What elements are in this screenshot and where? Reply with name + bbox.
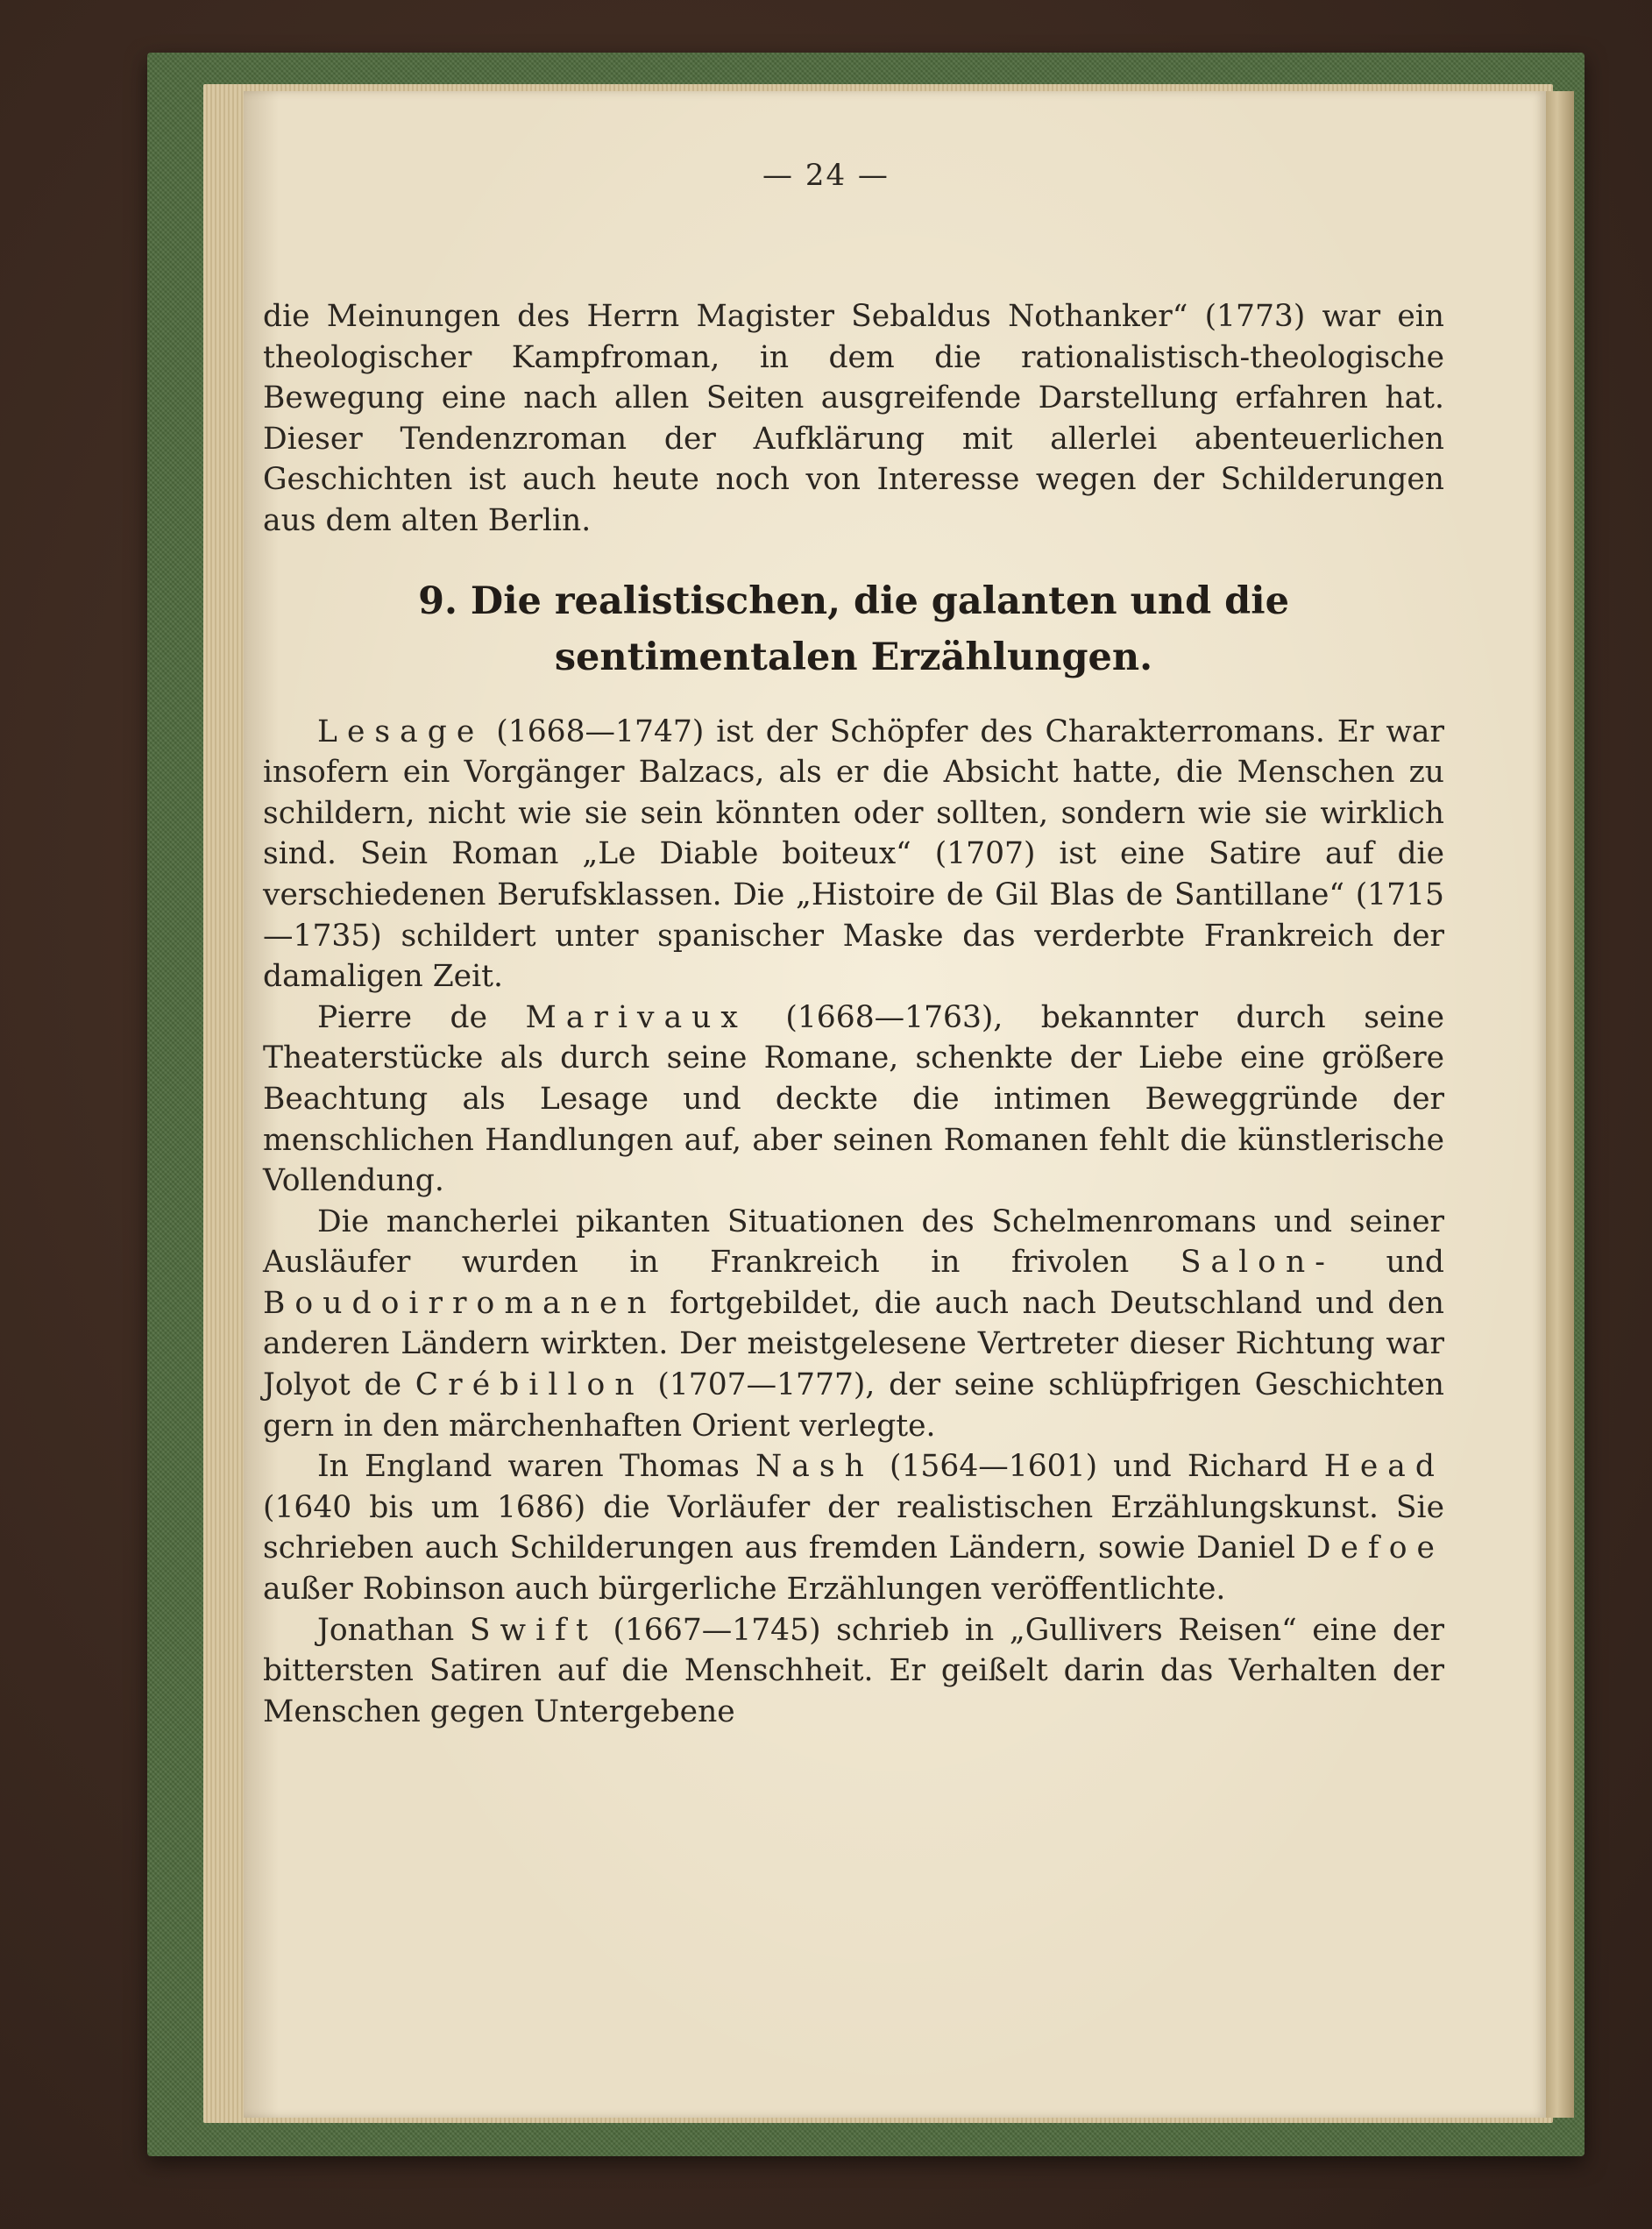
spaced-name-marivaux: Marivaux: [525, 999, 748, 1035]
paragraph-salon: [263, 1202, 1444, 1447]
paragraph-lesage-text: (1668—1747) ist der Schöpfer des Charakterromans. Er war insofern ein Vorgänger Balzacs, als er die Absicht hatte, die Menschen zu schildern, nicht wie sie sein könnten oder sollten, sondern wie sie wirklich sind. Sein Roman „Le Diable boiteux“ (1707) ist eine Satire auf die verschiedenen Berufsklassen. Die „Histoire de Gil Blas de Santillane“ (1715—1735) schildert unter spanischer Maske das verderbte Frankreich der damaligen Zeit.: [263, 713, 1444, 995]
spaced-name-nash: Nash: [755, 1449, 874, 1485]
spaced-name-head: Head: [1323, 1449, 1445, 1485]
intro-paragraph: die Meinungen des Herrn Magister Sebaldus Nothanker“ (1773) war ein theologischer Kampfroman, in dem die rationalistisch-theologische Bewegung eine nach allen Seiten ausgreifende Darstellung erfahren hat. Dieser Tendenzroman der Aufklärung mit allerlei abenteuerlichen Geschichten ist auch heute noch von Interesse wegen der Schilderungen aus dem alten Berlin.: [263, 299, 1444, 538]
paragraph-england-t4: außer Robinson auch bürgerliche Erzählungen veröffentlichte.: [263, 1572, 1226, 1608]
spaced-name-defoe: Defoe: [1306, 1530, 1444, 1566]
paragraph-lesage: [263, 712, 1444, 997]
paragraph-england: [263, 1446, 1444, 1609]
spaced-word-boudoirromanen: Boudoirromanen: [263, 1285, 656, 1321]
paragraph-england-t2: (1564—1601) und Richard: [873, 1449, 1324, 1485]
page-number: — 24 —: [762, 158, 890, 193]
spaced-name-crebillon: Crébillon: [415, 1367, 644, 1403]
spaced-name-lesage: Lesage: [317, 713, 485, 749]
page-text: [263, 296, 1444, 1732]
spaced-name-swift: Swift: [469, 1612, 598, 1648]
section-heading-line-2: sentimentalen Erzählungen.: [554, 635, 1153, 679]
paragraph-swift-text: (1667—1745) schrieb in „Gullivers Reisen“ eine der bittersten Satiren auf die Menschheit. Er geißelt darin das Verhalten der Menschen gegen Untergebene: [263, 1612, 1444, 1729]
paragraph-salon-t1: Die mancherlei pikanten Situationen des Schelmenromans und seiner Ausläufer wurden in Frankreich in frivolen: [263, 1203, 1444, 1281]
paragraph-salon-t2: und: [1334, 1245, 1444, 1281]
paragraph-swift-pre: Jonathan: [317, 1612, 470, 1648]
paragraph-salon-t4: (1707—1777), der seine schlüpfrigen Geschichten gern in den märchenhaften Orient verlegte.: [263, 1367, 1444, 1444]
paragraph-england-t1: In England waren Thomas: [317, 1449, 756, 1485]
paragraph-salon-t3: fortgebildet, die auch nach Deutschland und den anderen Ländern wirkten. Der meistgelesene Vertreter dieser Richtung war Jolyot de: [263, 1285, 1444, 1403]
section-heading: [263, 573, 1444, 685]
book-gutter: [1546, 91, 1574, 2118]
section-heading-line-1: 9. Die realistischen, die galanten und die: [418, 579, 1289, 623]
paragraph-marivaux: [263, 997, 1444, 1202]
paragraph-marivaux-pre: Pierre de: [317, 999, 526, 1035]
paragraph-marivaux-text: (1668—1763), bekannter durch seine Theaterstücke als durch seine Romane, schenkte der Liebe eine größere Beachtung als Lesage und deckte die intimen Beweggründe der menschlichen Handlungen auf, aber seinen Romanen fehlt die künstlerische Vollendung.: [263, 999, 1445, 1199]
paragraph-swift: [263, 1610, 1444, 1733]
spaced-word-salon: Salon-: [1180, 1245, 1335, 1281]
paragraph-england-t3: (1640 bis um 1686) die Vorläufer der realistischen Erzählungskunst. Sie schrieben auch Schilderungen aus fremden Ländern, sowie Daniel: [263, 1489, 1444, 1566]
